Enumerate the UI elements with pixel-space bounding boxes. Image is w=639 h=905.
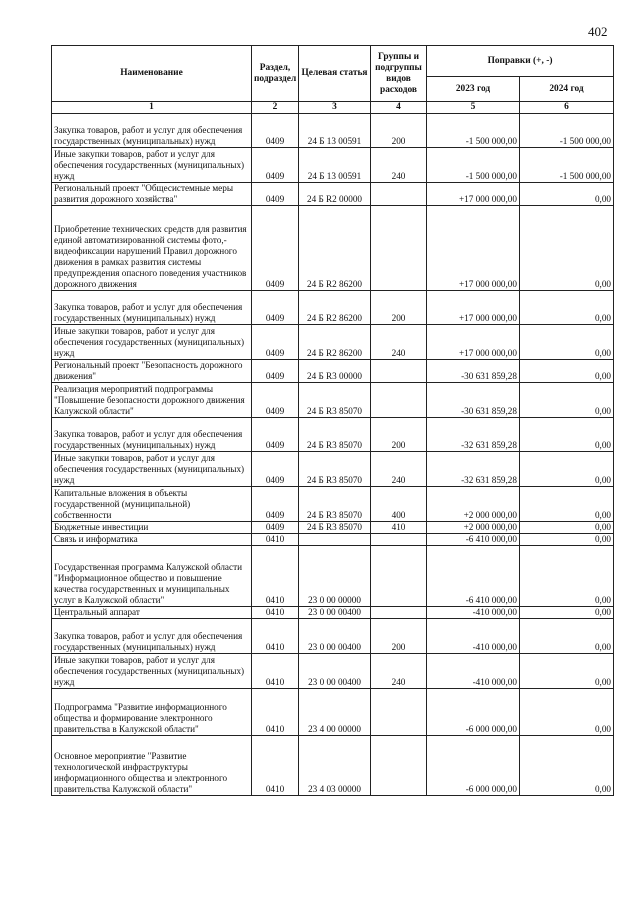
row-group xyxy=(371,689,427,736)
row-amount-2023: +17 000 000,00 xyxy=(427,206,520,291)
row-amount-2024: 0,00 xyxy=(520,487,614,522)
row-target: 23 0 00 00400 xyxy=(299,654,371,689)
row-section: 0410 xyxy=(252,654,299,689)
row-name: Подпрограмма "Развитие информационного общества и формирование электронного правительства в Калужской области" xyxy=(52,689,252,736)
row-amount-2023: -410 000,00 xyxy=(427,607,520,619)
table-row xyxy=(52,487,614,522)
row-group: 200 xyxy=(371,291,427,325)
row-amount-2024: 0,00 xyxy=(520,654,614,689)
row-target: 23 4 03 00000 xyxy=(299,736,371,796)
row-section: 0409 xyxy=(252,452,299,487)
row-amount-2024: 0,00 xyxy=(520,736,614,796)
row-group xyxy=(371,534,427,546)
row-name: Региональный проект "Безопасность дорожного движения" xyxy=(52,360,252,383)
row-name: Иные закупки товаров, работ и услуг для обеспечения государственных (муниципальных) нужд xyxy=(52,325,252,360)
row-group: 240 xyxy=(371,654,427,689)
column-number: 1 xyxy=(52,102,252,114)
table-row xyxy=(52,607,614,619)
row-amount-2024: 0,00 xyxy=(520,206,614,291)
row-amount-2023: -1 500 000,00 xyxy=(427,114,520,148)
table-row xyxy=(52,291,614,325)
row-group xyxy=(371,383,427,418)
row-target: 24 Б R2 86200 xyxy=(299,325,371,360)
row-target: 24 Б R3 00000 xyxy=(299,360,371,383)
row-target: 23 0 00 00400 xyxy=(299,607,371,619)
table-row xyxy=(52,522,614,534)
row-amount-2023: -6 000 000,00 xyxy=(427,736,520,796)
row-group: 240 xyxy=(371,452,427,487)
row-section: 0410 xyxy=(252,546,299,607)
row-section: 0409 xyxy=(252,522,299,534)
row-amount-2023: +2 000 000,00 xyxy=(427,487,520,522)
row-group: 200 xyxy=(371,418,427,452)
row-target: 24 Б R2 86200 xyxy=(299,206,371,291)
row-section: 0409 xyxy=(252,325,299,360)
row-target: 24 Б R2 00000 xyxy=(299,183,371,206)
row-name: Бюджетные инвестиции xyxy=(52,522,252,534)
table-row xyxy=(52,546,614,607)
header-target: Целевая статья xyxy=(299,46,371,102)
row-amount-2024: 0,00 xyxy=(520,607,614,619)
row-section: 0409 xyxy=(252,360,299,383)
row-name: Основное мероприятие "Развитие технологической инфраструктуры информационного общества и электронного правительства Калужской области" xyxy=(52,736,252,796)
row-section: 0410 xyxy=(252,607,299,619)
row-group xyxy=(371,183,427,206)
row-amount-2023: +2 000 000,00 xyxy=(427,522,520,534)
header-name: Наименование xyxy=(52,46,252,102)
row-amount-2024: 0,00 xyxy=(520,689,614,736)
row-amount-2023: -6 410 000,00 xyxy=(427,546,520,607)
row-section: 0409 xyxy=(252,206,299,291)
row-name: Закупка товаров, работ и услуг для обеспечения государственных (муниципальных) нужд xyxy=(52,619,252,654)
row-target: 24 Б R2 86200 xyxy=(299,291,371,325)
row-name: Закупка товаров, работ и услуг для обеспечения государственных (муниципальных) нужд xyxy=(52,291,252,325)
row-amount-2023: -410 000,00 xyxy=(427,619,520,654)
table-row xyxy=(52,689,614,736)
column-number: 2 xyxy=(252,102,299,114)
row-target xyxy=(299,534,371,546)
table-row xyxy=(52,452,614,487)
row-section: 0410 xyxy=(252,736,299,796)
row-target: 24 Б R3 85070 xyxy=(299,487,371,522)
row-amount-2024: 0,00 xyxy=(520,291,614,325)
row-amount-2023: -6 000 000,00 xyxy=(427,689,520,736)
row-amount-2024: 0,00 xyxy=(520,383,614,418)
row-section: 0409 xyxy=(252,487,299,522)
row-target: 23 0 00 00000 xyxy=(299,546,371,607)
row-section: 0410 xyxy=(252,619,299,654)
row-target: 24 Б R3 85070 xyxy=(299,418,371,452)
row-amount-2023: -1 500 000,00 xyxy=(427,148,520,183)
row-section: 0409 xyxy=(252,418,299,452)
row-target: 24 Б R3 85070 xyxy=(299,522,371,534)
table-row xyxy=(52,654,614,689)
row-name: Иные закупки товаров, работ и услуг для обеспечения государственных (муниципальных) нужд xyxy=(52,148,252,183)
row-amount-2024: 0,00 xyxy=(520,325,614,360)
table-row xyxy=(52,114,614,148)
row-amount-2023: -30 631 859,28 xyxy=(427,360,520,383)
row-target: 23 0 00 00400 xyxy=(299,619,371,654)
row-name: Приобретение технических средств для развития единой автоматизированной системы фото,-видеофиксации нарушений Правил дорожного движения в рамках развития системы предупреждения опасного поведения участников дорожного движения xyxy=(52,206,252,291)
row-amount-2023: -6 410 000,00 xyxy=(427,534,520,546)
page-number: 402 xyxy=(588,24,608,39)
row-group: 200 xyxy=(371,619,427,654)
row-section: 0410 xyxy=(252,689,299,736)
row-target: 24 Б 13 00591 xyxy=(299,148,371,183)
table-row xyxy=(52,360,614,383)
table-row xyxy=(52,736,614,796)
row-section: 0409 xyxy=(252,148,299,183)
header-year-2023: 2023 год xyxy=(427,77,520,102)
column-number: 5 xyxy=(427,102,520,114)
row-amount-2024: 0,00 xyxy=(520,183,614,206)
row-amount-2023: +17 000 000,00 xyxy=(427,291,520,325)
table-row xyxy=(52,418,614,452)
row-name: Государственная программа Калужской области "Информационное общество и повышение качества государственных и муниципальных услуг в Калужской области" xyxy=(52,546,252,607)
row-group xyxy=(371,607,427,619)
table-row xyxy=(52,183,614,206)
table-row xyxy=(52,325,614,360)
row-amount-2024: -1 500 000,00 xyxy=(520,148,614,183)
row-name: Иные закупки товаров, работ и услуг для обеспечения государственных (муниципальных) нужд xyxy=(52,452,252,487)
row-name: Связь и информатика xyxy=(52,534,252,546)
row-group xyxy=(371,206,427,291)
header-amendments: Поправки (+, -) xyxy=(427,46,614,77)
row-group xyxy=(371,546,427,607)
row-amount-2024: 0,00 xyxy=(520,546,614,607)
table-row xyxy=(52,206,614,291)
row-name: Закупка товаров, работ и услуг для обеспечения государственных (муниципальных) нужд xyxy=(52,114,252,148)
row-section: 0409 xyxy=(252,183,299,206)
row-section: 0409 xyxy=(252,383,299,418)
budget-amendments-table xyxy=(51,45,614,796)
row-group: 240 xyxy=(371,325,427,360)
row-amount-2024: -1 500 000,00 xyxy=(520,114,614,148)
header-year-2024: 2024 год xyxy=(520,77,614,102)
table-row xyxy=(52,383,614,418)
row-amount-2024: 0,00 xyxy=(520,522,614,534)
row-name: Реализация мероприятий подпрограммы "Повышение безопасности дорожного движения Калужской области" xyxy=(52,383,252,418)
column-number: 3 xyxy=(299,102,371,114)
row-group: 400 xyxy=(371,487,427,522)
row-amount-2023: +17 000 000,00 xyxy=(427,183,520,206)
row-target: 24 Б R3 85070 xyxy=(299,383,371,418)
row-amount-2024: 0,00 xyxy=(520,534,614,546)
table-row xyxy=(52,534,614,546)
row-name: Центральный аппарат xyxy=(52,607,252,619)
row-name: Капитальные вложения в объекты государственной (муниципальной) собственности xyxy=(52,487,252,522)
row-group: 410 xyxy=(371,522,427,534)
row-name: Региональный проект "Общесистемные меры развития дорожного хозяйства" xyxy=(52,183,252,206)
row-group xyxy=(371,360,427,383)
row-group: 240 xyxy=(371,148,427,183)
column-number: 4 xyxy=(371,102,427,114)
row-group: 200 xyxy=(371,114,427,148)
row-amount-2023: -410 000,00 xyxy=(427,654,520,689)
row-amount-2024: 0,00 xyxy=(520,360,614,383)
column-number: 6 xyxy=(520,102,614,114)
table-row xyxy=(52,619,614,654)
row-amount-2023: -32 631 859,28 xyxy=(427,418,520,452)
header-groups: Группы и подгруппы видов расходов xyxy=(371,46,427,102)
row-name: Иные закупки товаров, работ и услуг для обеспечения государственных (муниципальных) нужд xyxy=(52,654,252,689)
row-amount-2023: -30 631 859,28 xyxy=(427,383,520,418)
column-number-row xyxy=(52,102,614,114)
row-target: 24 Б R3 85070 xyxy=(299,452,371,487)
row-amount-2023: -32 631 859,28 xyxy=(427,452,520,487)
row-amount-2024: 0,00 xyxy=(520,418,614,452)
header-section: Раздел, подраздел xyxy=(252,46,299,102)
row-group xyxy=(371,736,427,796)
row-amount-2023: +17 000 000,00 xyxy=(427,325,520,360)
row-target: 23 4 00 00000 xyxy=(299,689,371,736)
row-section: 0410 xyxy=(252,534,299,546)
row-target: 24 Б 13 00591 xyxy=(299,114,371,148)
row-amount-2024: 0,00 xyxy=(520,619,614,654)
row-section: 0409 xyxy=(252,291,299,325)
row-amount-2024: 0,00 xyxy=(520,452,614,487)
row-section: 0409 xyxy=(252,114,299,148)
row-name: Закупка товаров, работ и услуг для обеспечения государственных (муниципальных) нужд xyxy=(52,418,252,452)
table-row xyxy=(52,148,614,183)
